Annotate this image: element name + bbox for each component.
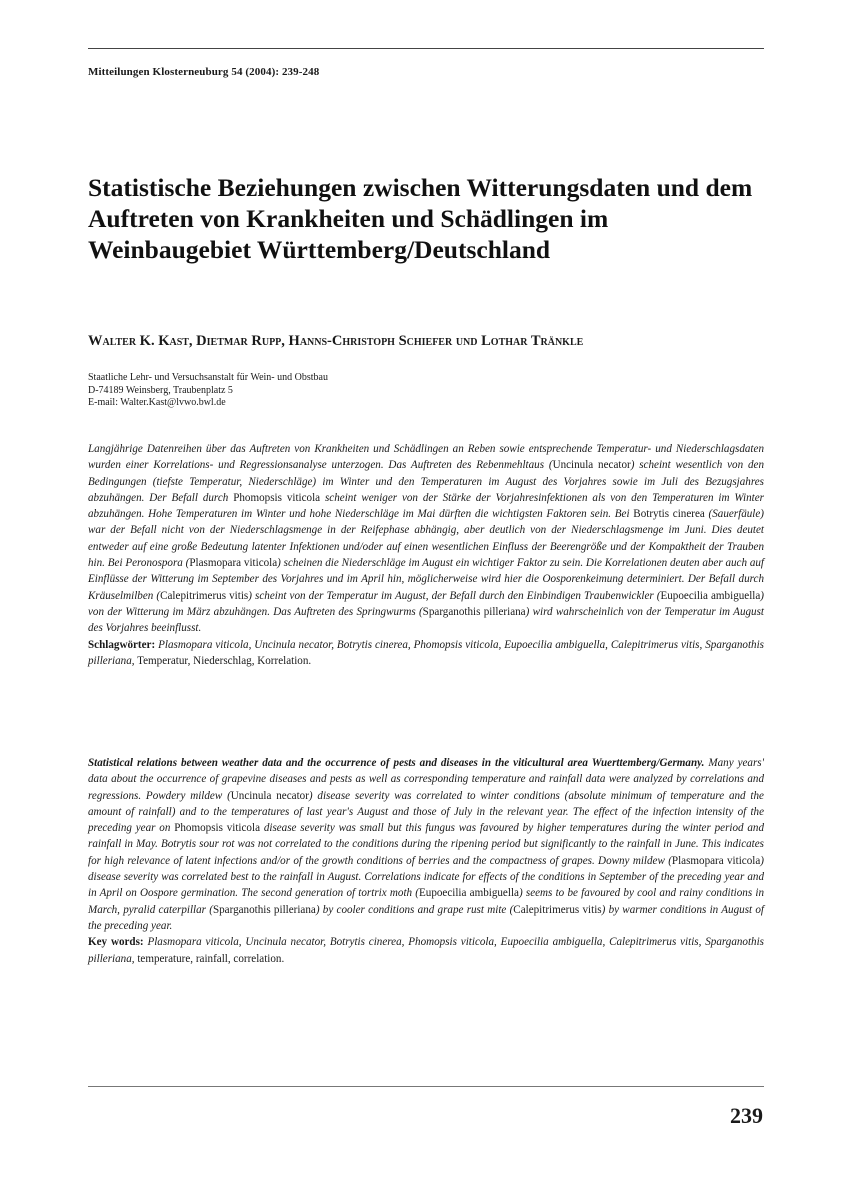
abstract-de-text: ) scheinen die Niederschläge im August ein wichtiger Faktor zu sein. Die Korrelationen deuten aber auch auf Einflüsse der Witterung im September des Vorjahres und im April hin, möglicherweise wird hier die Oosporenkeimung determiniert. Der Befall durch Kräuselmilben ( <box>88 557 764 602</box>
abstract-de-text: ) scheint von der Temperatur im August, der Befall durch den Einbindigen Traubenwickler ( <box>248 589 661 602</box>
abstract-en-text: ) disease severity was correlated best to the rainfall in August. Correlations indicate for effects of the conditions in September of the preceding year and in April on Oospore germination. The second generation of tortrix moth ( <box>88 854 764 900</box>
species-name: Calepitrimerus vitis <box>160 589 249 602</box>
species-name: Eupoecilia ambiguella <box>419 887 519 900</box>
keywords-terms-en: temperature, rainfall, correlation. <box>137 952 285 965</box>
affiliation-email[interactable]: E-mail: Walter.Kast@lvwo.bwl.de <box>88 397 226 408</box>
species-name: Phomopsis viticola <box>174 822 260 835</box>
affiliation-institute: Staatliche Lehr- und Versuchsanstalt für Wein- und Obstbau <box>88 372 328 383</box>
species-name: Sparganothis pilleriana <box>212 903 316 916</box>
affiliation-block <box>88 372 328 410</box>
abstract-en-text: ) by cooler conditions and grape rust mite ( <box>315 903 514 916</box>
abstract-en-text: Many years' data about the occurrence of grapevine diseases and pests as well as corresponding temperature and rainfall data were analyzed by correlations and regressions. Powdery mildew ( <box>88 757 764 802</box>
abstract-en-text: ) seems to be favoured by cool and rainy conditions in March, pyralid caterpillar ( <box>88 887 765 916</box>
page-number: 239 <box>730 1103 763 1128</box>
affiliation-address: D-74189 Weinsberg, Traubenplatz 5 <box>88 384 233 396</box>
author-list: Walter K. Kast, Dietmar Rupp, Hanns-Christoph Schiefer und Lothar Tränkle <box>88 333 584 349</box>
species-name: Calepitrimerus vitis <box>513 903 602 916</box>
abstract-de-text: Langjährige Datenreihen über das Auftreten von Krankheiten und Schädlingen an Reben sowie entsprechende Temperatur- und Niederschlagsdaten wurden einer Korrelations- und Regressionsanalyse unterzogen. Das Auftreten des Rebenmehltaus ( <box>88 443 764 472</box>
abstract-en-heading: Statistical relations between weather data and the occurrence of pests and diseases in the viticultural area Wuerttemberg/Germany. <box>88 757 705 769</box>
species-name: Sparganothis pilleriana <box>422 605 526 618</box>
abstract-de-text: ) scheint wesentlich von den Bedingungen (tiefste Temperatur, Niederschläge) im Winter und den Temperaturen im August des Vorjahres sowie im Juli des Bezugsjahres abzuhängen. Der Befall durch <box>88 459 764 504</box>
journal-citation: Mitteilungen Klosterneuburg 54 (2004): 239-248 <box>88 66 320 78</box>
header-rule <box>88 48 764 49</box>
abstract-en-text: disease severity was small but this fungus was favoured by higher temperatures during the winter period and rainfall in May. Botrytis sour rot was not correlated to the conditions during the ripening period but significantly to the rainfall in June. This indicates for high relevance of latent infections and/or of the growth conditions of berries and the compactness of grapes. Downy mildew ( <box>88 822 765 867</box>
species-name: Botrytis cinerea <box>633 508 705 521</box>
species-name: Eupoecilia ambiguella <box>660 589 761 602</box>
abstract-de-text: ) von der Witterung im März abzuhängen. Das Auftreten des Springwurms ( <box>88 589 764 618</box>
abstract-english <box>88 755 764 967</box>
keywords-species-en: Plasmopara viticola, Uncinula necator, Botrytis cinerea, Phomopsis viticola, Eupoecilia ambiguella, Calepitrimerus vitis, Sparganothis pilleriana, <box>88 936 764 965</box>
abstract-en-text: ) disease severity was correlated to winter conditions (absolute minimum of temperature and the amount of rainfall) and to the temperatures of last year's August and those of July in the relevant year. The effect of the infection intensity of the preceding year on <box>88 789 764 835</box>
footer-rule <box>88 1086 764 1087</box>
article-title: Statistische Beziehungen zwischen Witterungsdaten und dem Auftreten von Krankheiten und Schädlingen im Weinbaugebiet Württemberg/Deutschland <box>88 173 753 264</box>
abstract-de-text: scheint weniger von der Stärke der Vorjahresinfektionen als von den Temperaturen im Winter abzuhängen. Hohe Temperaturen im Winter und hohe Niederschläge im Mai dürften die wichtigsten Faktoren sein. Bei <box>88 491 764 521</box>
abstract-de-text: ) wird wahrscheinlich von der Temperatur im August des Vorjahres beeinflusst. <box>88 605 764 635</box>
abstract-en-text: ) by warmer conditions in August of the preceding year. <box>88 903 764 932</box>
abstract-de-text: (Sauerfäule) war der Befall nicht von der Niederschlagsmenge in der Reifephase abhängig, aber deutlich von der Niederschlagsmenge im Juni. Dies deutet entweder auf eine große Bedeutung latenter Infektionen und/oder auf einen wesentlichen Einfluss der Beerengröße und der Kompaktheit der Trauben hin. Bei Peronospora ( <box>88 508 764 570</box>
abstract-german <box>88 441 764 669</box>
species-name: Uncinula necator <box>552 459 631 472</box>
species-name: Plasmopara viticola <box>671 854 761 867</box>
keywords-label-de: Schlagwörter: <box>88 638 156 651</box>
species-name: Phomopsis viticola <box>233 491 321 504</box>
keywords-species-de: Plasmopara viticola, Uncinula necator, Botrytis cinerea, Phomopsis viticola, Eupoecilia ambiguella, Calepitrimerus vitis, Sparganothis pilleriana, <box>88 638 764 667</box>
keywords-terms-de: Temperatur, Niederschlag, Korrelation. <box>137 654 312 667</box>
species-name: Uncinula necator <box>230 789 309 802</box>
species-name: Plasmopara viticola <box>189 557 278 570</box>
keywords-label-en: Key words: <box>88 936 144 949</box>
